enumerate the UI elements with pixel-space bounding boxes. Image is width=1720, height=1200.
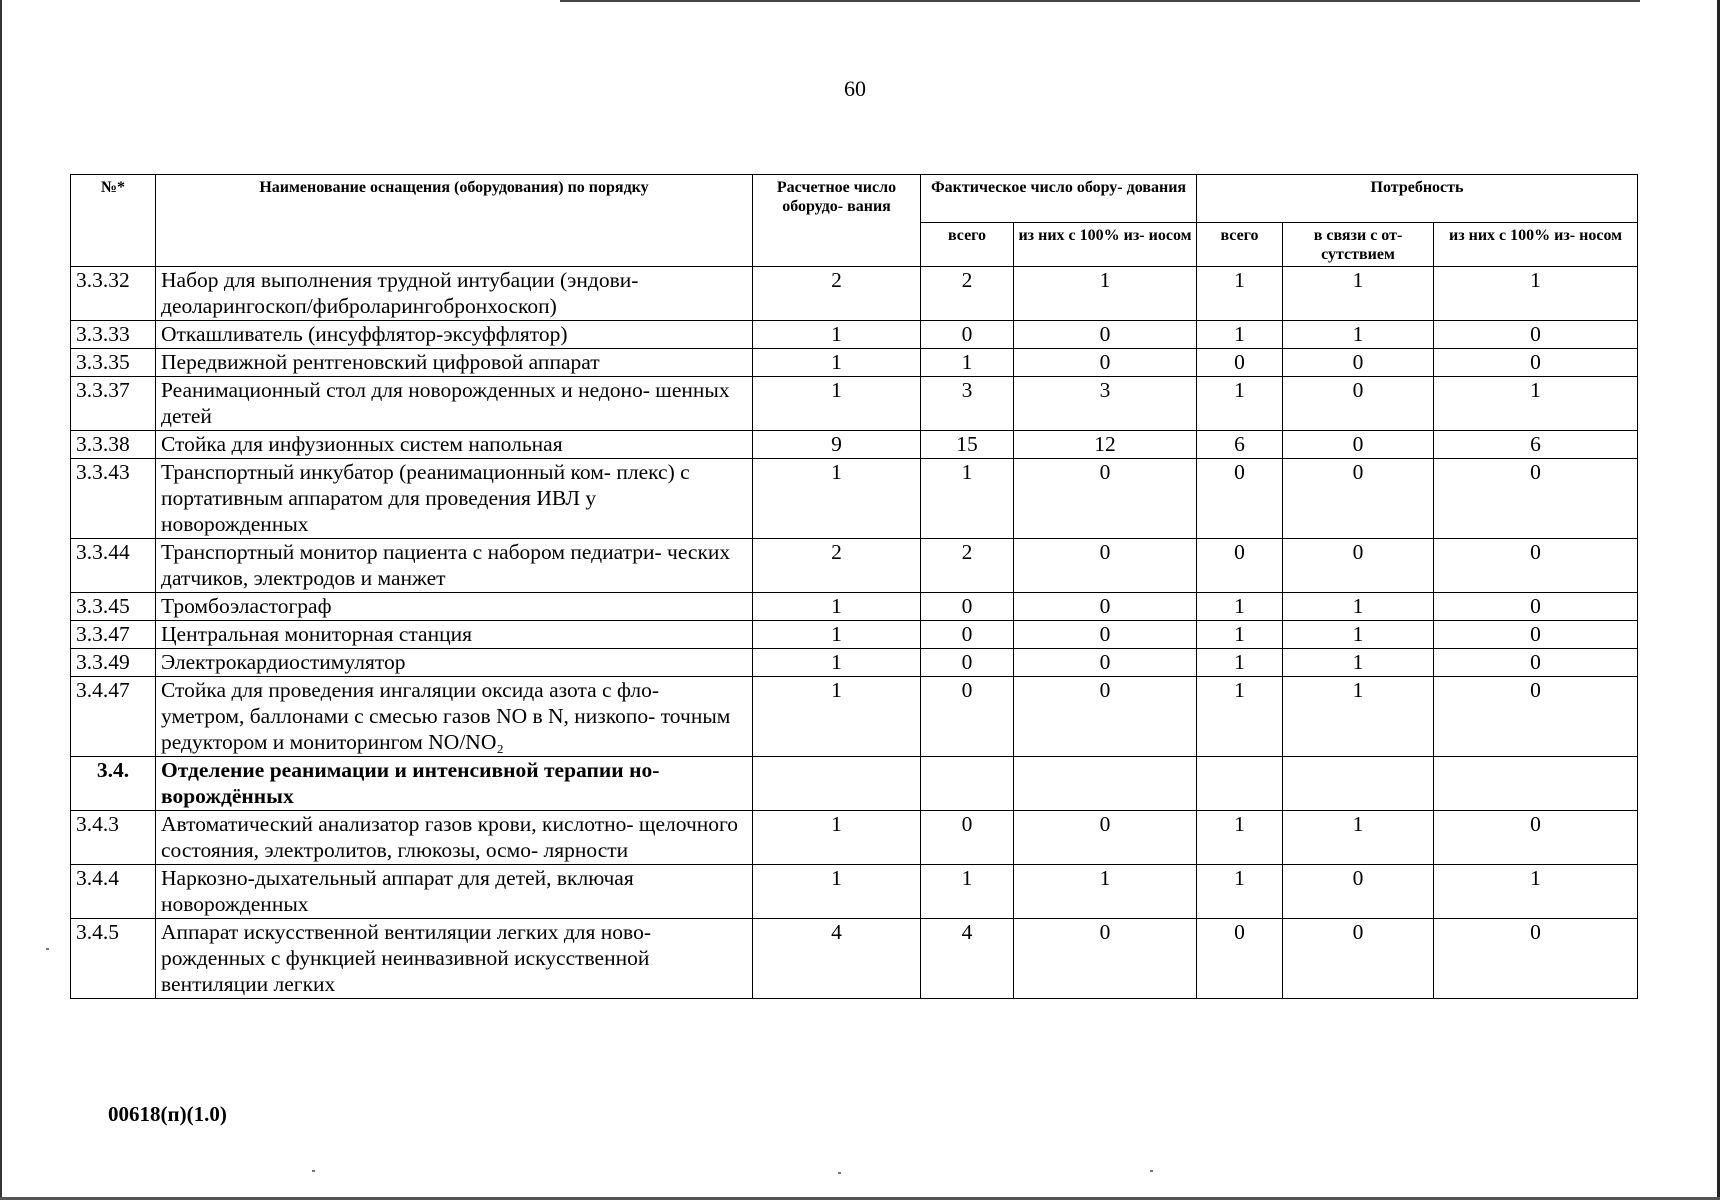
need-total: 1	[1197, 649, 1283, 677]
header-estimated: Расчетное число оборудо- вания	[753, 175, 921, 267]
row-number: 3.3.47	[71, 621, 156, 649]
need-absence: 1	[1283, 593, 1434, 621]
equipment-name: Откашливатель (инсуффлятор-эксуффлятор)	[156, 321, 753, 349]
need-total: 1	[1197, 321, 1283, 349]
estimated-count: 1	[753, 377, 921, 431]
need-worn: 0	[1434, 649, 1638, 677]
header-actual-worn: из них с 100% из- иосом	[1014, 223, 1197, 267]
header-actual-total: всего	[921, 223, 1014, 267]
header-need-absence: в связи с от- сутствием	[1283, 223, 1434, 267]
actual-total: 2	[921, 539, 1014, 593]
actual-worn: 3	[1014, 377, 1197, 431]
header-need-total: всего	[1197, 223, 1283, 267]
equipment-name: Передвижной рентгеновский цифровой аппарат	[156, 349, 753, 377]
empty-cell	[921, 757, 1014, 811]
need-worn: 0	[1434, 459, 1638, 539]
actual-total: 1	[921, 349, 1014, 377]
table-row	[71, 919, 1638, 999]
need-worn: 0	[1434, 321, 1638, 349]
need-worn: 0	[1434, 621, 1638, 649]
need-worn: 0	[1434, 539, 1638, 593]
table-row	[71, 431, 1638, 459]
table-row	[71, 649, 1638, 677]
row-number: 3.3.43	[71, 459, 156, 539]
need-absence: 1	[1283, 267, 1434, 321]
actual-total: 0	[921, 649, 1014, 677]
row-number: 3.3.32	[71, 267, 156, 321]
need-worn: 1	[1434, 377, 1638, 431]
need-absence: 1	[1283, 649, 1434, 677]
equipment-name: Транспортный инкубатор (реанимационный ком- плекс) с портативным аппаратом для проведения ИВЛ у новорожденных	[156, 459, 753, 539]
row-number: 3.3.38	[71, 431, 156, 459]
need-total: 1	[1197, 865, 1283, 919]
need-absence: 0	[1283, 377, 1434, 431]
equipment-name: Аппарат искусственной вентиляции легких для ново- рожденных с функцией неинвазивной искусственной вентиляции легких	[156, 919, 753, 999]
row-number: 3.4.47	[71, 677, 156, 757]
actual-total: 0	[921, 321, 1014, 349]
need-total: 0	[1197, 919, 1283, 999]
actual-total: 2	[921, 267, 1014, 321]
row-number: 3.3.44	[71, 539, 156, 593]
actual-worn: 0	[1014, 539, 1197, 593]
need-total: 1	[1197, 377, 1283, 431]
need-absence: 0	[1283, 865, 1434, 919]
estimated-count: 2	[753, 267, 921, 321]
actual-total: 1	[921, 865, 1014, 919]
need-absence: 0	[1283, 431, 1434, 459]
header-actual-group: Фактическое число обору- дования	[921, 175, 1197, 223]
row-number: 3.3.45	[71, 593, 156, 621]
row-number: 3.3.35	[71, 349, 156, 377]
actual-total: 4	[921, 919, 1014, 999]
estimated-count: 4	[753, 919, 921, 999]
page-number: 60	[844, 76, 866, 101]
header-num: №*	[71, 175, 156, 267]
actual-total: 3	[921, 377, 1014, 431]
equipment-name: Транспортный монитор пациента с набором педиатри- ческих датчиков, электродов и манжет	[156, 539, 753, 593]
estimated-count: 9	[753, 431, 921, 459]
need-absence: 1	[1283, 321, 1434, 349]
equipment-name: Электрокардиостимулятор	[156, 649, 753, 677]
estimated-count: 1	[753, 677, 921, 757]
table-row	[71, 539, 1638, 593]
need-total: 0	[1197, 539, 1283, 593]
actual-worn: 0	[1014, 593, 1197, 621]
scan-speck	[1150, 1170, 1153, 1172]
empty-cell	[1197, 757, 1283, 811]
need-worn: 0	[1434, 677, 1638, 757]
header-need-worn: из них с 100% из- носом	[1434, 223, 1638, 267]
actual-total: 0	[921, 677, 1014, 757]
equipment-table	[70, 174, 1638, 999]
need-total: 1	[1197, 267, 1283, 321]
table-row	[71, 349, 1638, 377]
actual-total: 0	[921, 621, 1014, 649]
need-total: 0	[1197, 459, 1283, 539]
need-worn: 0	[1434, 593, 1638, 621]
estimated-count: 1	[753, 865, 921, 919]
actual-worn: 1	[1014, 865, 1197, 919]
need-absence: 1	[1283, 621, 1434, 649]
table-row	[71, 459, 1638, 539]
need-worn: 0	[1434, 349, 1638, 377]
need-total: 1	[1197, 621, 1283, 649]
actual-total: 0	[921, 593, 1014, 621]
empty-cell	[1434, 757, 1638, 811]
section-title: Отделение реанимации и интенсивной терапии но- ворождённых	[156, 757, 753, 811]
actual-worn: 0	[1014, 321, 1197, 349]
table-row	[71, 377, 1638, 431]
actual-worn: 0	[1014, 621, 1197, 649]
need-worn: 6	[1434, 431, 1638, 459]
scan-edge-left	[0, 0, 2, 1200]
scan-speck	[838, 1172, 841, 1174]
need-absence: 1	[1283, 677, 1434, 757]
need-total: 1	[1197, 811, 1283, 865]
actual-worn: 12	[1014, 431, 1197, 459]
estimated-count: 1	[753, 621, 921, 649]
table-row	[71, 677, 1638, 757]
estimated-count: 1	[753, 459, 921, 539]
table-row	[71, 811, 1638, 865]
row-number: 3.4.4	[71, 865, 156, 919]
row-number: 3.3.33	[71, 321, 156, 349]
equipment-name: Тромбоэластограф	[156, 593, 753, 621]
need-worn: 0	[1434, 919, 1638, 999]
actual-worn: 1	[1014, 267, 1197, 321]
estimated-count: 1	[753, 649, 921, 677]
equipment-name: Реанимационный стол для новорожденных и недоно- шенных детей	[156, 377, 753, 431]
need-worn: 0	[1434, 811, 1638, 865]
header-need-group: Потребность	[1197, 175, 1638, 223]
section-row	[71, 757, 1638, 811]
section-number: 3.4.	[71, 757, 156, 811]
need-total: 0	[1197, 349, 1283, 377]
actual-worn: 0	[1014, 677, 1197, 757]
table-row	[71, 321, 1638, 349]
table-row	[71, 621, 1638, 649]
table-row	[71, 267, 1638, 321]
row-number: 3.4.3	[71, 811, 156, 865]
need-worn: 1	[1434, 267, 1638, 321]
need-total: 6	[1197, 431, 1283, 459]
document-code: 00618(п)(1.0)	[108, 1102, 227, 1126]
actual-worn: 0	[1014, 649, 1197, 677]
row-number: 3.3.49	[71, 649, 156, 677]
equipment-name: Стойка для проведения ингаляции оксида азота с фло- уметром, баллонами с смесью газов NO в N, низкопо- точным редуктором и мониторингом NO/NO₂	[156, 677, 753, 757]
need-absence: 0	[1283, 539, 1434, 593]
need-absence: 0	[1283, 349, 1434, 377]
need-total: 1	[1197, 593, 1283, 621]
empty-cell	[1014, 757, 1197, 811]
equipment-name: Автоматический анализатор газов крови, кислотно- щелочного состояния, электролитов, глюкозы, осмо- лярности	[156, 811, 753, 865]
actual-worn: 0	[1014, 811, 1197, 865]
estimated-count: 1	[753, 321, 921, 349]
need-absence: 0	[1283, 919, 1434, 999]
estimated-count: 2	[753, 539, 921, 593]
actual-total: 1	[921, 459, 1014, 539]
row-number: 3.3.37	[71, 377, 156, 431]
estimated-count: 1	[753, 349, 921, 377]
actual-total: 15	[921, 431, 1014, 459]
row-number: 3.4.5	[71, 919, 156, 999]
table-row	[71, 865, 1638, 919]
need-worn: 1	[1434, 865, 1638, 919]
scan-speck	[46, 948, 49, 950]
scan-speck	[312, 1170, 315, 1172]
actual-worn: 0	[1014, 459, 1197, 539]
scan-edge-top	[560, 0, 1640, 2]
need-absence: 0	[1283, 459, 1434, 539]
estimated-count: 1	[753, 811, 921, 865]
actual-worn: 0	[1014, 919, 1197, 999]
need-total: 1	[1197, 677, 1283, 757]
estimated-count: 1	[753, 593, 921, 621]
equipment-name: Стойка для инфузионных систем напольная	[156, 431, 753, 459]
equipment-name: Центральная мониторная станция	[156, 621, 753, 649]
header-name: Наименование оснащения (оборудования) по порядку	[156, 175, 753, 267]
need-absence: 1	[1283, 811, 1434, 865]
empty-cell	[1283, 757, 1434, 811]
equipment-name: Набор для выполнения трудной интубации (эндови- деоларингоскоп/фиброларингобронхоскоп)	[156, 267, 753, 321]
actual-worn: 0	[1014, 349, 1197, 377]
table-row	[71, 593, 1638, 621]
equipment-name: Наркозно-дыхательный аппарат для детей, включая новорожденных	[156, 865, 753, 919]
actual-total: 0	[921, 811, 1014, 865]
empty-cell	[753, 757, 921, 811]
